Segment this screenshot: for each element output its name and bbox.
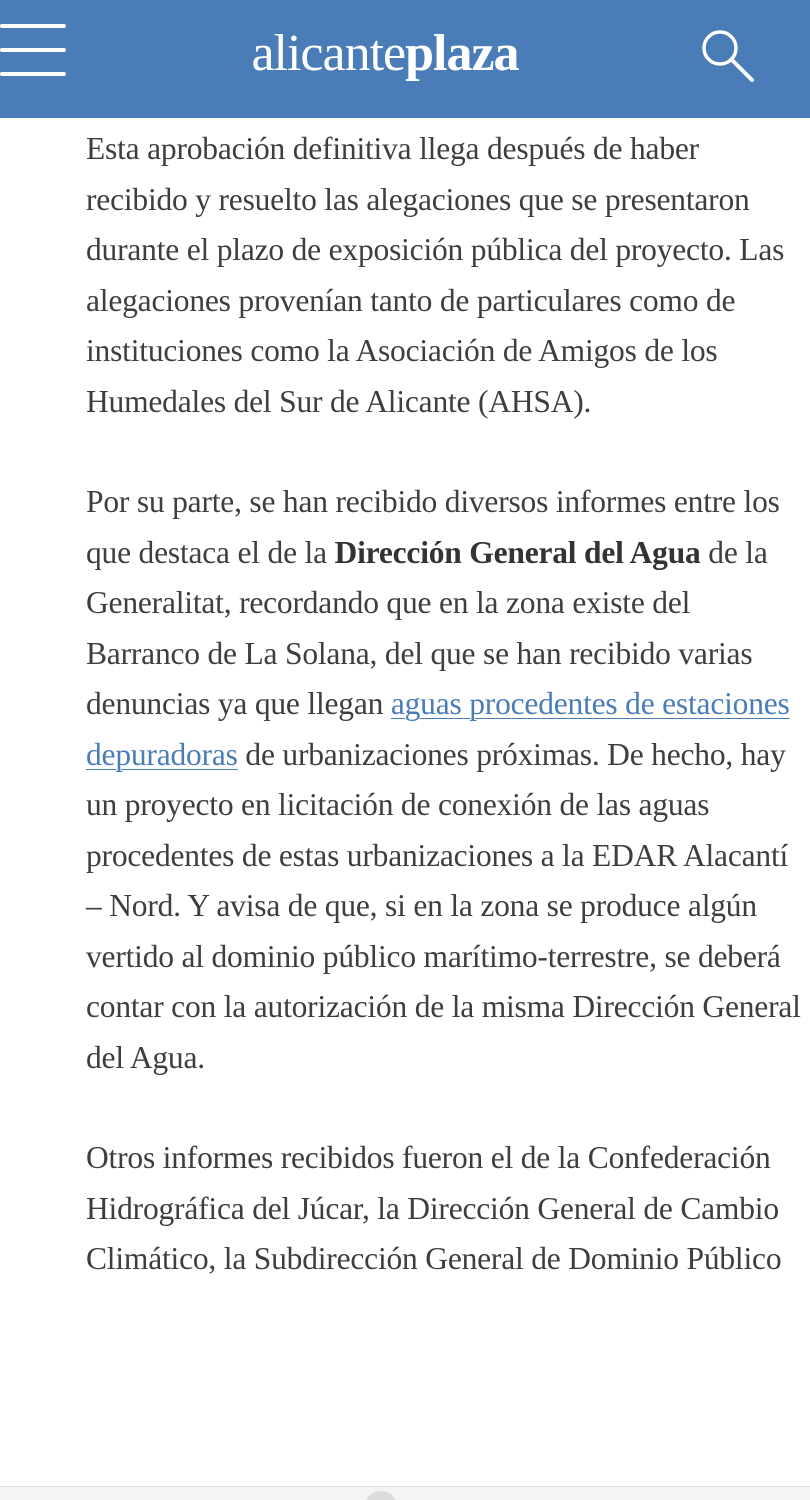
logo-bold-text: plaza — [405, 25, 519, 82]
paragraph-2-middle: de la Generalitat, recordando que en la zona existe del Barranco de La Solana, del que se han recibido varias denuncias ya que llegan — [86, 534, 768, 721]
article-paragraph-3: Otros informes recibidos fueron el de la Confederación Hidrográfica del Júcar, la Dirección General de Cambio Climático, la Subdirección General de Dominio Público — [86, 1140, 782, 1276]
link-aguas-procedentes[interactable]: aguas procedentes de estaciones depuradoras — [86, 686, 790, 772]
logo-light-text: alicante — [251, 25, 406, 82]
paragraph-2-end: de urbanizaciones próximas. De hecho, hay un proyecto en licitación de conexión de las aguas procedentes de estas urbanizaciones a la EDAR Alacantí – Nord. Y avisa de que, si en la zona se produce algún vertido al dominio público marítimo-terrestre, se deberá contar con la autorización de la misma Dirección General del Agua. — [86, 736, 801, 1075]
paragraph-2-intro: Por su parte, se han recibido diversos informes entre los que destaca el de la — [86, 484, 780, 570]
search-icon-graphic — [696, 24, 758, 86]
bold-direccion-general-del-agua: Dirección General del Agua — [334, 534, 701, 570]
article-paragraph-2 — [86, 477, 802, 1083]
article-paragraph-1: Esta aprobación definitiva llega después de haber recibido y resuelto las alegaciones que se presentaron durante el plazo de exposición pública del proyecto. Las alegaciones provenían tanto de particulares como de instituciones como la Asociación de Amigos de los Humedales del Sur de Alicante (AHSA). — [86, 131, 785, 419]
toolbar-handle[interactable] — [364, 1491, 398, 1500]
search-icon[interactable] — [696, 24, 758, 86]
article-body — [86, 124, 802, 1335]
site-header — [0, 0, 810, 118]
bottom-toolbar — [0, 1486, 810, 1500]
site-logo[interactable] — [0, 26, 770, 82]
